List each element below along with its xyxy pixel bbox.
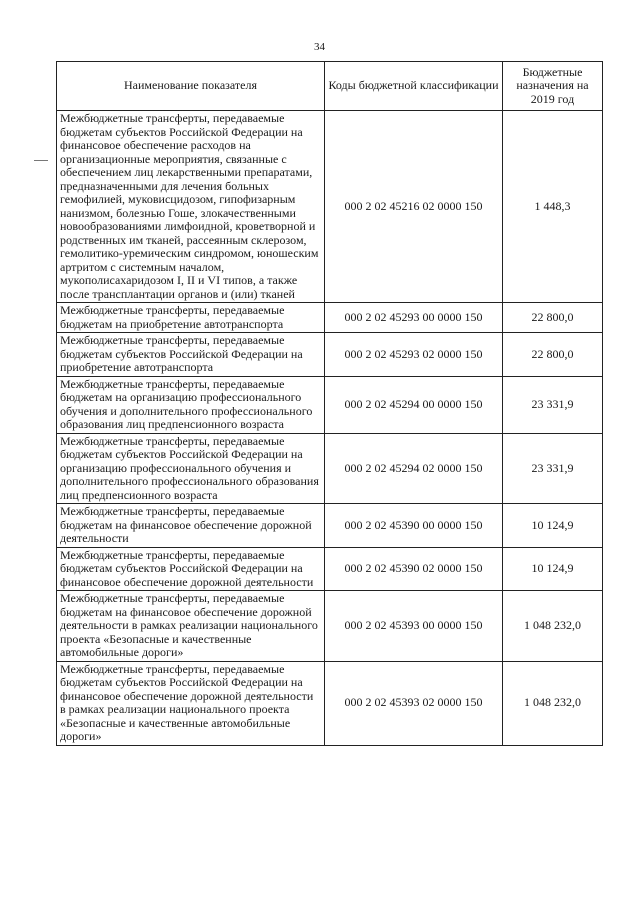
table-row xyxy=(57,591,603,662)
table-header-row xyxy=(57,62,603,111)
table-row xyxy=(57,111,603,303)
budget-code: 000 2 02 45393 00 0000 150 xyxy=(325,591,503,662)
indicator-name: Межбюджетные трансферты, передаваемые бюджетам субъектов Российской Федерации на приобретение автотранспорта xyxy=(57,333,325,377)
budget-code: 000 2 02 45294 02 0000 150 xyxy=(325,433,503,504)
budget-table xyxy=(56,61,603,746)
budget-value: 1 448,3 xyxy=(503,111,603,303)
budget-code: 000 2 02 45390 02 0000 150 xyxy=(325,547,503,591)
indicator-name: Межбюджетные трансферты, передаваемые бюджетам субъектов Российской Федерации на организацию профессионального обучения и дополнительного профессионального образования лиц предпенсионного возраста xyxy=(57,433,325,504)
table-row xyxy=(57,504,603,548)
indicator-name: Межбюджетные трансферты, передаваемые бюджетам субъектов Российской Федерации на финансовое обеспечение расходов на организационные мероприятия, связанные с обеспечением лиц лекарственными препаратами, предназначенными для лечения больных гемофилией, муковисцидозом, гипофизарным нанизмом, болезнью Гоше, злокачественными новообразованиями лимфоидной, кроветворной и родственных им тканей, рассеянным склерозом, гемолитико-уремическим синдромом, юношеским артритом с системным началом, мукополисахаридозом I, II и VI типов, а также после трансплантации органов и (или) тканей xyxy=(57,111,325,303)
budget-value: 23 331,9 xyxy=(503,433,603,504)
header-budget-code: Коды бюджетной классификации xyxy=(325,62,503,111)
budget-value: 10 124,9 xyxy=(503,504,603,548)
budget-code: 000 2 02 45293 00 0000 150 xyxy=(325,303,503,333)
indicator-name: Межбюджетные трансферты, передаваемые бюджетам на финансовое обеспечение дорожной деятельности в рамках реализации национального проекта «Безопасные и качественные автомобильные дороги» xyxy=(57,591,325,662)
budget-value: 22 800,0 xyxy=(503,303,603,333)
budget-code: 000 2 02 45216 02 0000 150 xyxy=(325,111,503,303)
indicator-name: Межбюджетные трансферты, передаваемые бюджетам на организацию профессионального обучения и дополнительного профессионального образования лиц предпенсионного возраста xyxy=(57,376,325,433)
table-row xyxy=(57,547,603,591)
table-row xyxy=(57,376,603,433)
indicator-name: Межбюджетные трансферты, передаваемые бюджетам на финансовое обеспечение дорожной деятельности xyxy=(57,504,325,548)
indicator-name: Межбюджетные трансферты, передаваемые бюджетам субъектов Российской Федерации на финансовое обеспечение дорожной деятельности в рамках реализации национального проекта «Безопасные и качественные автомобильные дороги» xyxy=(57,661,325,745)
table-row xyxy=(57,433,603,504)
budget-value: 1 048 232,0 xyxy=(503,591,603,662)
budget-code: 000 2 02 45294 00 0000 150 xyxy=(325,376,503,433)
budget-value: 23 331,9 xyxy=(503,376,603,433)
budget-code: 000 2 02 45293 02 0000 150 xyxy=(325,333,503,377)
table-row xyxy=(57,661,603,745)
table-row xyxy=(57,303,603,333)
table-row xyxy=(57,333,603,377)
page-number: 34 xyxy=(314,41,325,53)
indicator-name: Межбюджетные трансферты, передаваемые бюджетам субъектов Российской Федерации на финансовое обеспечение дорожной деятельности xyxy=(57,547,325,591)
budget-value: 22 800,0 xyxy=(503,333,603,377)
margin-mark xyxy=(34,160,48,161)
budget-code: 000 2 02 45390 00 0000 150 xyxy=(325,504,503,548)
header-indicator-name: Наименование показателя xyxy=(57,62,325,111)
indicator-name: Межбюджетные трансферты, передаваемые бюджетам на приобретение автотранспорта xyxy=(57,303,325,333)
budget-value: 1 048 232,0 xyxy=(503,661,603,745)
header-budget-allocation: Бюджетные назначения на 2019 год xyxy=(503,62,603,111)
budget-code: 000 2 02 45393 02 0000 150 xyxy=(325,661,503,745)
budget-value: 10 124,9 xyxy=(503,547,603,591)
